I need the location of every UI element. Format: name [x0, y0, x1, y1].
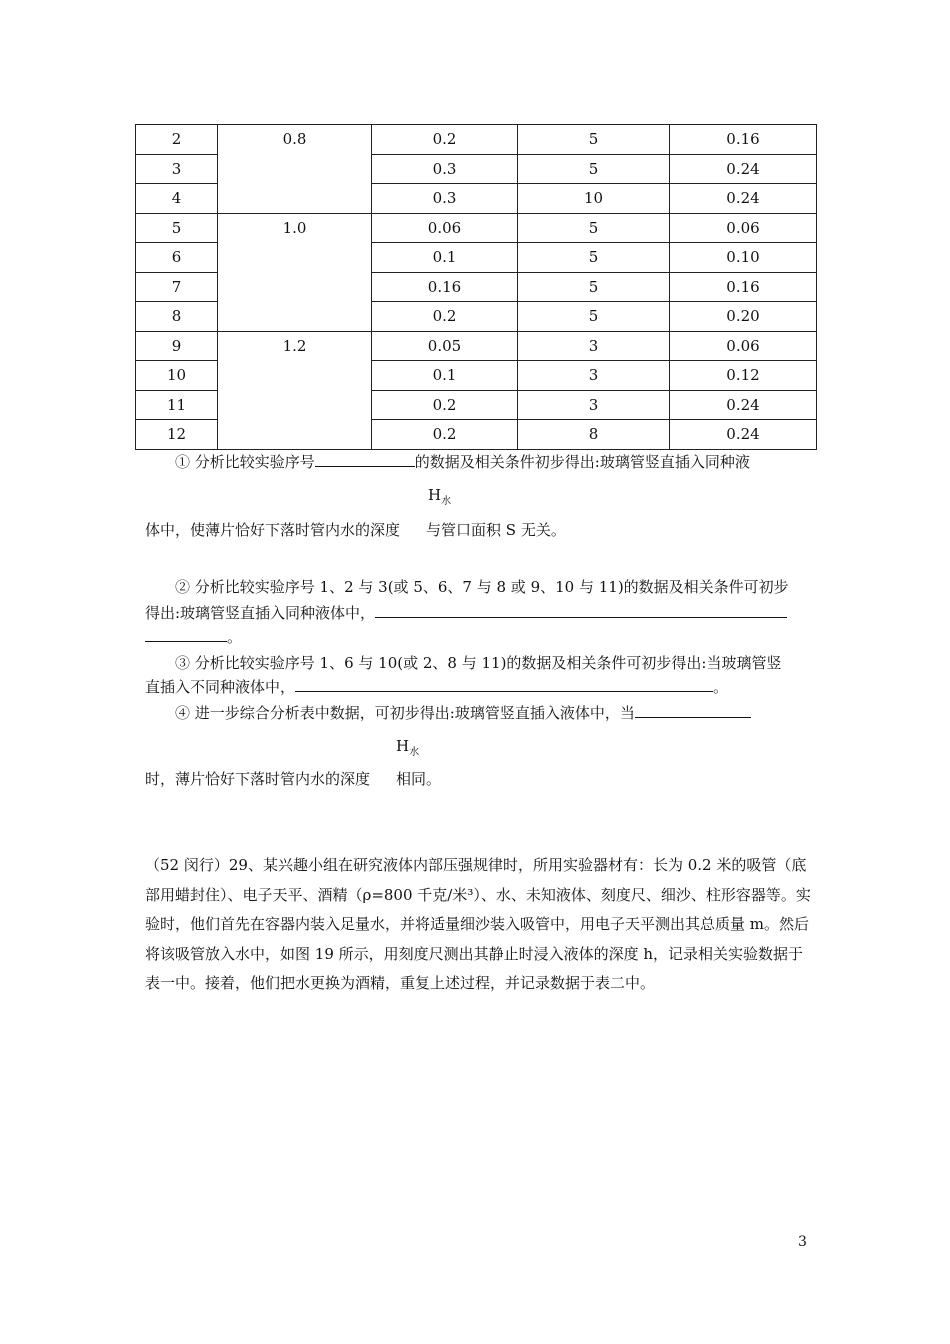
problem-29-text: （52 闵行）29、某兴趣小组在研究液体内部压强规律时，所用实验器材有：长为 0.2 米的吸管（底部用蜡封住）、电子天平、酒精（ρ=800 千克/米³）、水、未知液体、刻度尺、细沙、柱形容器等。实验时，他们首先在容器内装入足量水，并将适量细沙装入吸管中，用电子天平测出其总质量 m。然后将该吸管放入水中，如图 19 所示，用刻度尺测出其静止时浸入液体的深度 h，记录相关实验数据于表一中。接着，他们把水更换为酒精，重复上述过程，并记录数据于表二中。 [145, 856, 811, 992]
cell-c4: 5 [518, 272, 670, 302]
cell-c3: 0.06 [372, 213, 518, 243]
answer-blank[interactable] [635, 702, 751, 718]
page-number: 3 [798, 1234, 807, 1250]
q4-line1: ④ 进一步综合分析表中数据，可初步得出:玻璃管竖直插入液体中，当 [175, 702, 751, 724]
answer-blank[interactable] [375, 602, 787, 618]
q3-line1: ③ 分析比较实验序号 1、6 与 10(或 2、8 与 11)的数据及相关条件可初步得出:当玻璃管竖 [175, 654, 782, 672]
cell-c4: 3 [518, 361, 670, 391]
h-water-symbol: $H_水$ [428, 486, 452, 507]
answer-blank[interactable] [295, 676, 713, 692]
cell-c3: 0.1 [372, 361, 518, 391]
cell-c5: 0.06 [670, 331, 817, 361]
data-table [135, 124, 817, 450]
cell-c5: 0.20 [670, 302, 817, 332]
table-row [136, 213, 817, 243]
q2-line2: 得出:玻璃管竖直插入同种液体中， [145, 602, 787, 624]
cell-no: 9 [136, 331, 218, 361]
cell-c5: 0.12 [670, 361, 817, 391]
cell-c5: 0.16 [670, 125, 817, 155]
cell-no: 5 [136, 213, 218, 243]
q2-line3: 。 [145, 626, 242, 648]
cell-c5: 0.24 [670, 390, 817, 420]
cell-no: 7 [136, 272, 218, 302]
cell-group: 1.2 [218, 331, 372, 449]
q2-line1: ② 分析比较实验序号 1、2 与 3(或 5、6、7 与 8 或 9、10 与 11)的数据及相关条件可初步 [175, 578, 789, 596]
q3-line2: 直插入不同种液体中， 。 [145, 678, 729, 696]
cell-no: 12 [136, 420, 218, 450]
cell-c3: 0.2 [372, 390, 518, 420]
q1-line1: ① 分析比较实验序号 的数据及相关条件初步得出:玻璃管竖直插入同种液 [175, 453, 750, 471]
cell-no: 8 [136, 302, 218, 332]
cell-c4: 3 [518, 331, 670, 361]
table-row [136, 331, 817, 361]
cell-c5: 0.16 [670, 272, 817, 302]
cell-group: 1.0 [218, 213, 372, 331]
cell-no: 11 [136, 390, 218, 420]
cell-c5: 0.24 [670, 154, 817, 184]
cell-no: 6 [136, 243, 218, 273]
cell-c5: 0.24 [670, 420, 817, 450]
cell-group: 0.8 [218, 125, 372, 214]
cell-c4: 10 [518, 184, 670, 214]
table-row [136, 125, 817, 155]
cell-c3: 0.2 [372, 125, 518, 155]
cell-c3: 0.3 [372, 184, 518, 214]
cell-c3: 0.1 [372, 243, 518, 273]
h-water-symbol: $H_水$ [396, 737, 420, 758]
q4-line2: 时，薄片恰好下落时管内水的深度 相同。 [145, 770, 442, 788]
cell-no: 10 [136, 361, 218, 391]
cell-c4: 8 [518, 420, 670, 450]
cell-c4: 5 [518, 154, 670, 184]
cell-c5: 0.24 [670, 184, 817, 214]
cell-c4: 5 [518, 213, 670, 243]
cell-c4: 5 [518, 302, 670, 332]
cell-c5: 0.10 [670, 243, 817, 273]
answer-blank[interactable] [145, 626, 227, 642]
cell-no: 3 [136, 154, 218, 184]
cell-no: 2 [136, 125, 218, 155]
cell-c4: 5 [518, 125, 670, 155]
cell-c5: 0.06 [670, 213, 817, 243]
cell-c4: 5 [518, 243, 670, 273]
cell-c3: 0.2 [372, 302, 518, 332]
cell-c3: 0.3 [372, 154, 518, 184]
cell-c3: 0.16 [372, 272, 518, 302]
cell-no: 4 [136, 184, 218, 214]
cell-c3: 0.05 [372, 331, 518, 361]
q1-line2: 体中，使薄片恰好下落时管内水的深度 与管口面积 S 无关。 [145, 521, 566, 539]
cell-c3: 0.2 [372, 420, 518, 450]
answer-blank[interactable] [315, 451, 415, 467]
cell-c4: 3 [518, 390, 670, 420]
